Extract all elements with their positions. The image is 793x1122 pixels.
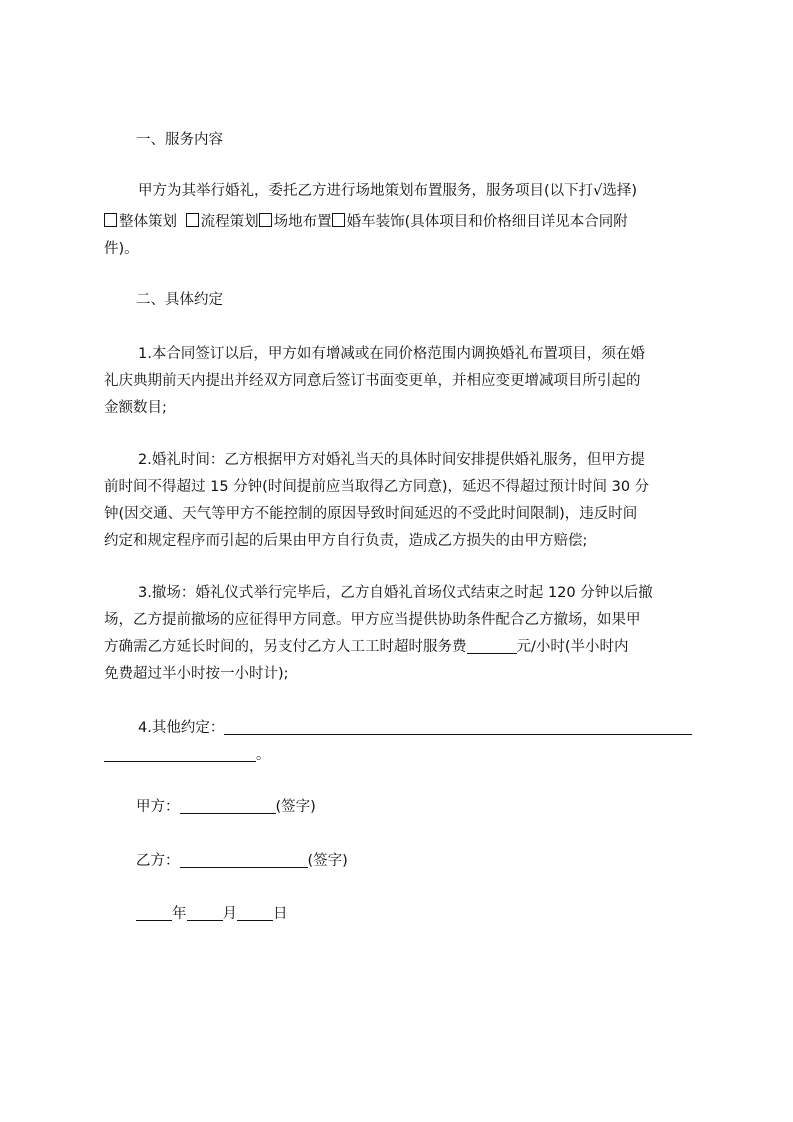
item3-line-3 <box>104 634 700 660</box>
item1-line-2: 礼庆典期前天内提出并经双方同意后签订书面变更单，并相应变更增减项目所引起的 <box>104 373 641 389</box>
item1-line-1: 1.本合同签订以后，甲方如有增减或在同价格范围内调换婚礼布置项目，须在婚 <box>138 346 645 362</box>
service-options-line <box>104 209 700 235</box>
item3-line-1: 3.撤场：婚礼仪式举行完毕后，乙方自婚礼首场仪式结束之时起 120 分钟以后撤 <box>138 585 653 601</box>
option-overall-planning: 整体策划 <box>119 214 177 230</box>
party-a-sign-note: (签字) <box>275 799 316 815</box>
service-paragraph-line-3: 件)。 <box>104 241 139 257</box>
item2-line-2: 前时间不得超过 15 分钟(时间提前应当取得乙方同意)，延迟不得超过预计时间 30 分 <box>104 479 650 495</box>
party-a-label: 甲方： <box>136 799 180 815</box>
checkbox-process-planning[interactable] <box>186 213 199 227</box>
party-b-label: 乙方： <box>136 853 180 869</box>
section-heading-specific-terms: 二、具体约定 <box>136 292 223 308</box>
month-blank[interactable] <box>187 904 223 921</box>
party-a-signature-blank[interactable] <box>180 797 276 814</box>
option-process-planning: 流程策划 <box>200 214 259 230</box>
item3-fee-unit: 元/小时(半小时内 <box>516 639 629 655</box>
option-wedding-car-decoration: 婚车装饰 <box>346 214 405 230</box>
option-venue-decoration: 场地布置 <box>273 214 332 230</box>
item2-line-1: 2.婚礼时间：乙方根据甲方对婚礼当天的具体时间安排提供婚礼服务，但甲方提 <box>138 452 645 468</box>
item3-line-4: 免费超过半小时按一小时计); <box>104 666 289 682</box>
year-blank[interactable] <box>136 904 172 921</box>
options-tail-text: (具体项目和价格细目详见本合同附 <box>404 214 628 230</box>
section-heading-service-content: 一、服务内容 <box>136 132 223 148</box>
item3-line-2: 场，乙方提前撤场的应征得甲方同意。甲方应当提供协助条件配合乙方撤场，如果甲 <box>104 612 641 628</box>
other-terms-blank-2[interactable] <box>104 745 256 762</box>
item4-label: 4.其他约定： <box>138 720 225 736</box>
party-b-signature-line <box>136 848 348 874</box>
item4-line-2 <box>104 742 271 768</box>
party-a-signature-line <box>136 794 316 820</box>
item4-line-1 <box>138 715 700 741</box>
date-line <box>136 901 288 927</box>
checkbox-venue-decoration[interactable] <box>259 213 272 227</box>
overtime-fee-blank[interactable] <box>467 637 517 654</box>
item4-end: 。 <box>256 747 271 763</box>
party-b-sign-note: (签字) <box>307 853 348 869</box>
day-blank[interactable] <box>237 904 273 921</box>
checkbox-wedding-car-decoration[interactable] <box>332 213 345 227</box>
service-paragraph-line-1: 甲方为其举行婚礼，委托乙方进行场地策划布置服务，服务项目(以下打√选择) <box>138 183 638 199</box>
item3-fee-text: 方确需乙方延长时间的，另支付乙方人工工时超时服务费 <box>104 639 467 655</box>
item1-line-3: 金额数目; <box>104 400 167 416</box>
item2-line-3: 钟(因交通、天气等甲方不能控制的原因导致时间延迟的不受此时间限制)，违反时间 <box>104 506 638 522</box>
year-label: 年 <box>172 906 187 922</box>
checkbox-overall-planning[interactable] <box>104 213 117 227</box>
other-terms-blank-1[interactable] <box>224 718 692 735</box>
month-label: 月 <box>222 906 237 922</box>
item2-line-4: 约定和规定程序而引起的后果由甲方自行负责，造成乙方损失的由甲方赔偿; <box>104 533 588 549</box>
day-label: 日 <box>273 906 288 922</box>
party-b-signature-blank[interactable] <box>180 851 308 868</box>
